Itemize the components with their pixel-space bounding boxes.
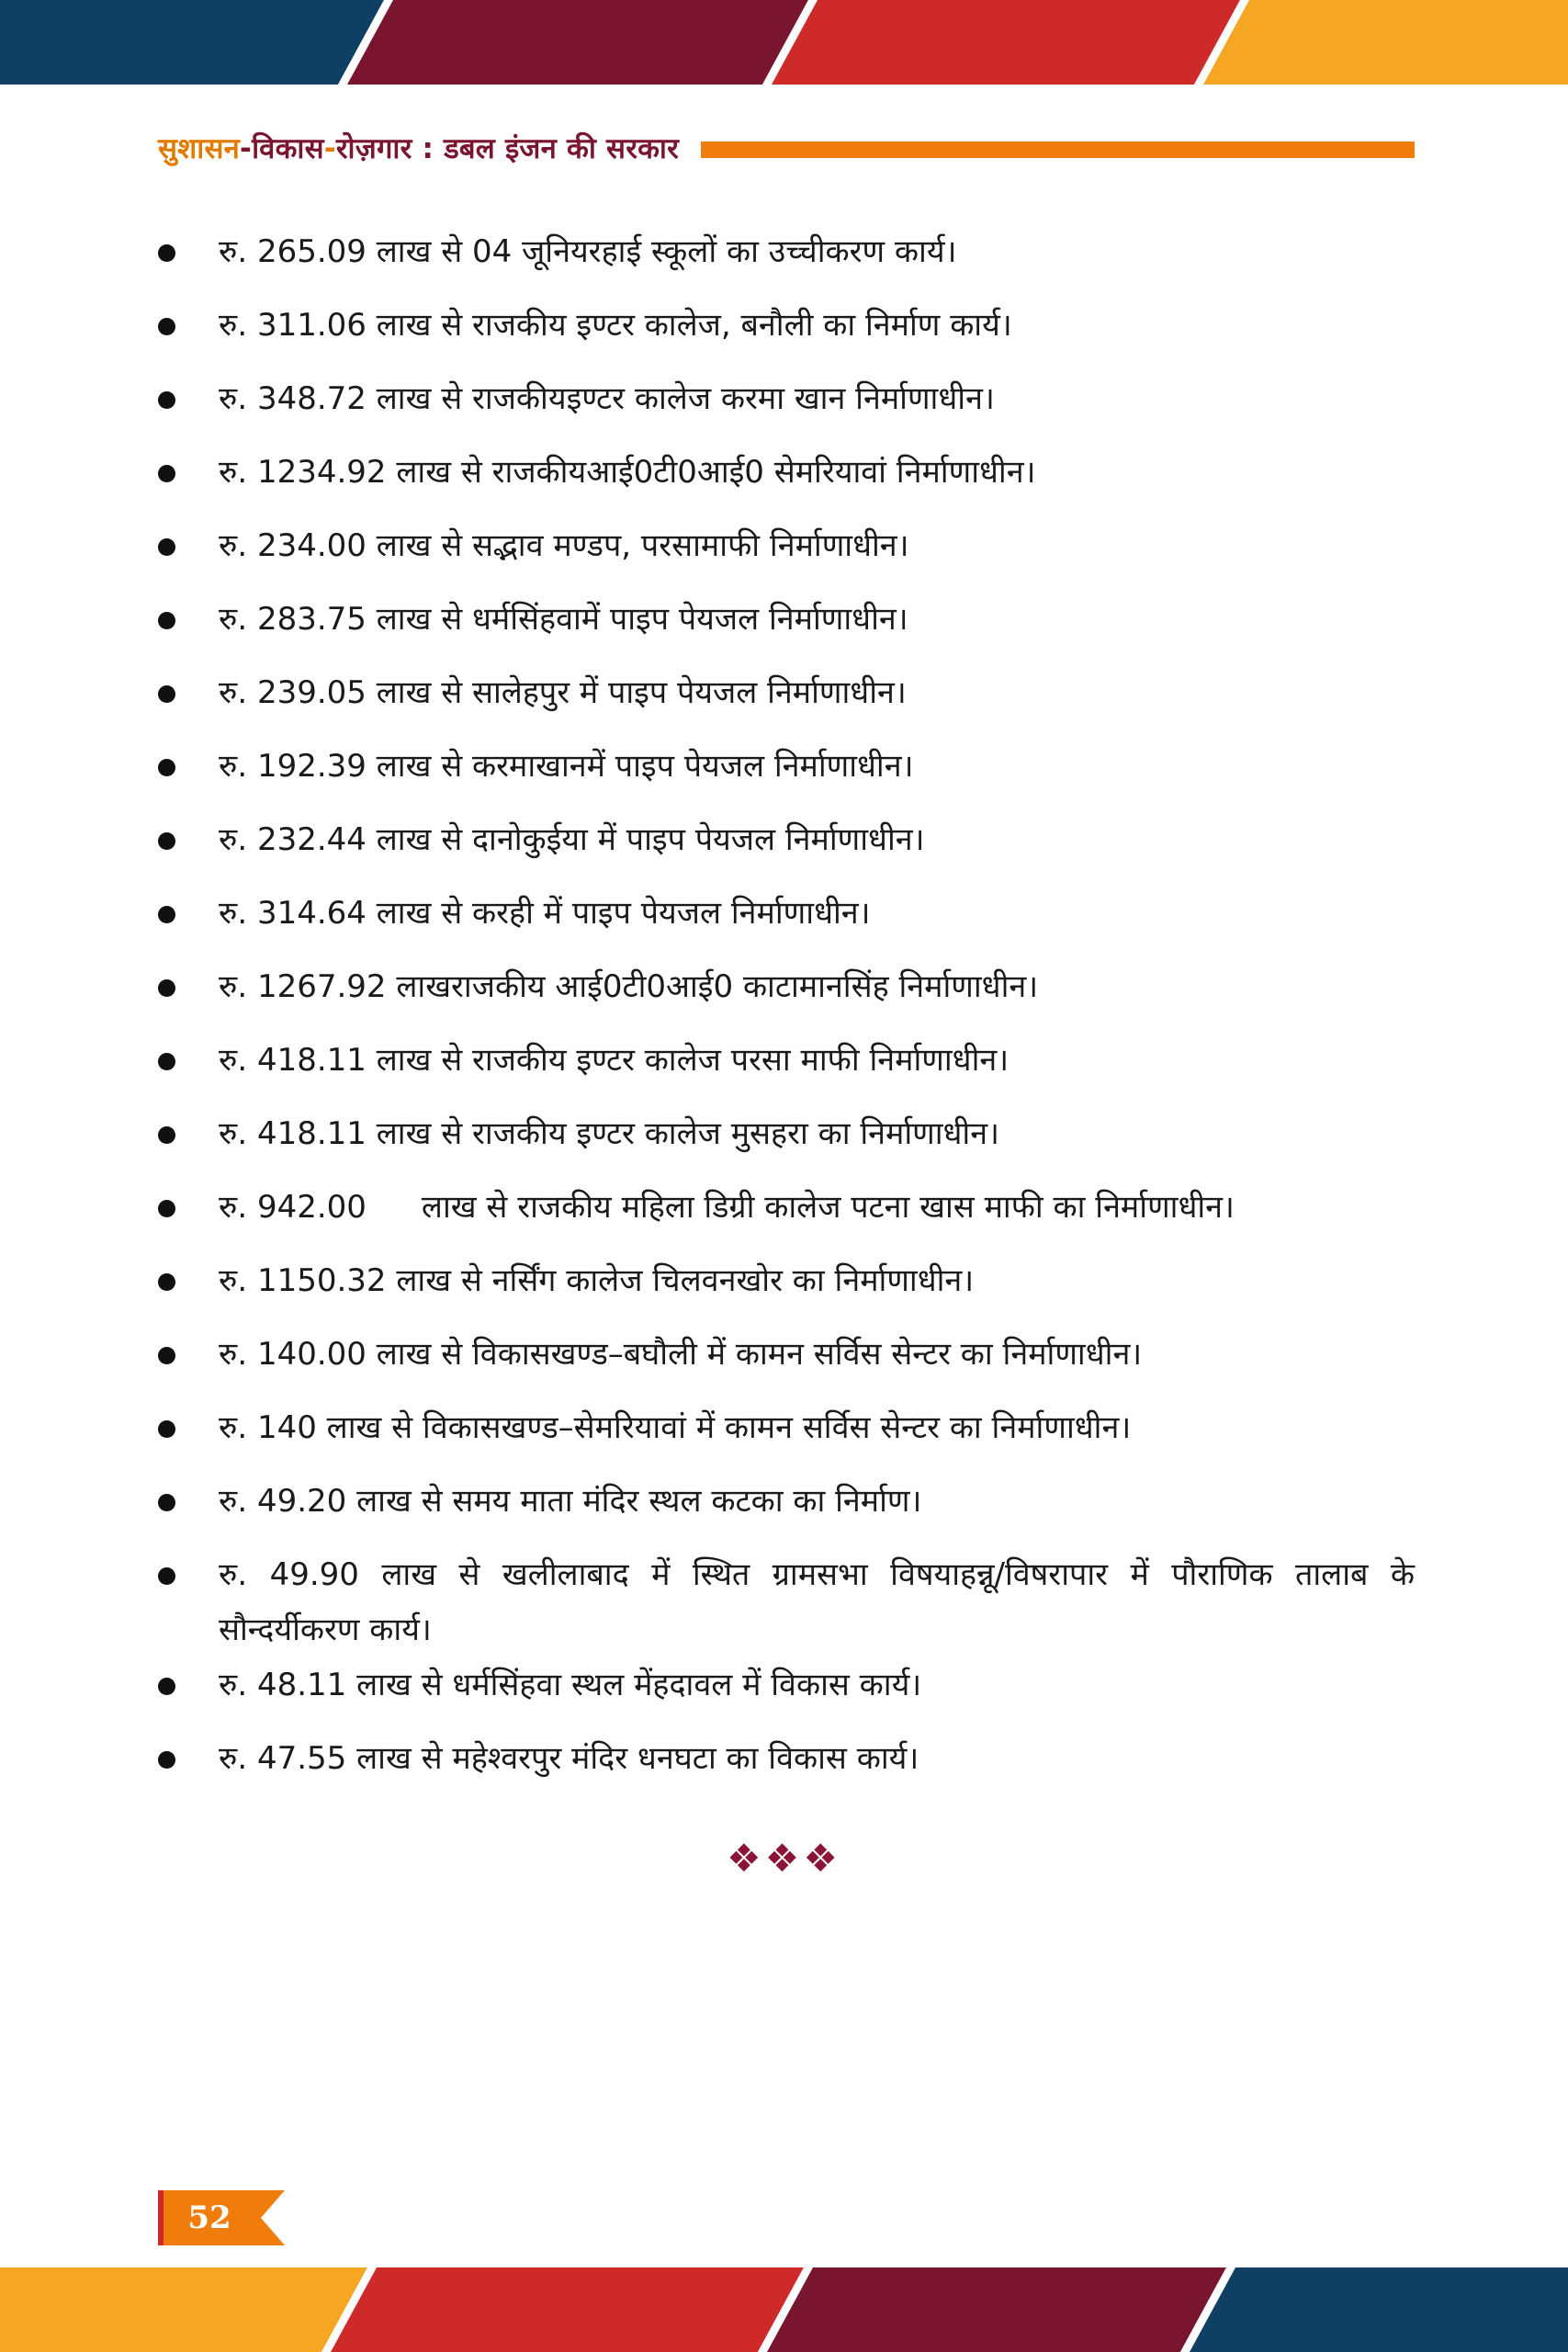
list-item: रु. 48.11 लाख से धर्मसिंहवा स्थल मेंहदावल में विकास कार्य। <box>154 1657 1415 1731</box>
list-item: रु. 265.09 लाख से 04 जूनियरहाई स्कूलों का उच्चीकरण कार्य। <box>154 224 1415 298</box>
bottom-decorative-band <box>0 2267 1568 2352</box>
list-item: रु. 283.75 लाख से धर्मसिंहवामें पाइप पेयजल निर्माणाधीन। <box>154 592 1415 665</box>
list-item: रु. 1150.32 लाख से नर्सिंग कालेज चिलवनखोर का निर्माणाधीन। <box>154 1253 1415 1327</box>
top-decorative-band <box>0 0 1568 85</box>
header-subtitle: : डबल इंजन की सरकार <box>412 132 680 165</box>
header-hyphen: - <box>323 132 336 165</box>
list-item: रु. 140.00 लाख से विकासखण्ड–बघौली में कामन सर्विस सेन्टर का निर्माणाधीन। <box>154 1327 1415 1400</box>
header-title <box>158 129 679 167</box>
list-item: रु. 140 लाख से विकासखण्ड–सेमरियावां में कामन सर्विस सेन्टर का निर्माणाधीन। <box>154 1400 1415 1474</box>
header-rule <box>701 141 1415 158</box>
list-item: रु. 47.55 लाख से महेश्वरपुर मंदिर धनघटा का विकास कार्य। <box>154 1731 1415 1804</box>
page-number-tab <box>158 2190 285 2245</box>
list-item: रु. 348.72 लाख से राजकीयइण्टर कालेज करमा खान निर्माणाधीन। <box>154 371 1415 445</box>
list-item: रु. 418.11 लाख से राजकीय इण्टर कालेज परसा माफी निर्माणाधीन। <box>154 1033 1415 1106</box>
list-item: रु. 234.00 लाख से सद्भाव मण्डप, परसामाफी निर्माणाधीन। <box>154 518 1415 592</box>
section-end-ornament: ❖❖❖ <box>727 1836 841 1881</box>
project-list <box>154 224 1415 1804</box>
list-item: रु. 1234.92 लाख से राजकीयआई0टी0आई0 सेमरियावां निर्माणाधीन। <box>154 445 1415 518</box>
list-item: रु. 239.05 लाख से सालेहपुर में पाइप पेयजल निर्माणाधीन। <box>154 665 1415 739</box>
list-item: रु. 314.64 लाख से करही में पाइप पेयजल निर्माणाधीन। <box>154 886 1415 959</box>
list-item: रु. 1267.92 लाखराजकीय आई0टी0आई0 काटामानसिंह निर्माणाधीन। <box>154 959 1415 1033</box>
header-word-vikas: विकास <box>252 132 324 165</box>
list-item: रु. 418.11 लाख से राजकीय इण्टर कालेज मुसहरा का निर्माणाधीन। <box>154 1106 1415 1180</box>
list-item: रु. 232.44 लाख से दानोकुईया में पाइप पेयजल निर्माणाधीन। <box>154 812 1415 886</box>
page-number: 52 <box>187 2199 231 2236</box>
list-item-text: लाख से राजकीय महिला डिग्री कालेज पटना खास माफी का निर्माणाधीन। <box>421 1189 1235 1226</box>
list-item <box>154 1180 1415 1253</box>
list-item: रु. 311.06 लाख से राजकीय इण्टर कालेज, बनौली का निर्माण कार्य। <box>154 298 1415 371</box>
list-item: रु. 192.39 लाख से करमाखानमें पाइप पेयजल निर्माणाधीन। <box>154 739 1415 812</box>
list-item: रु. 49.90 लाख से खलीलाबाद में स्थित ग्रामसभा विषयाहन्नू/विषरापार में पौराणिक तालाब के सौन्दर्यीकरण कार्य। <box>154 1547 1415 1657</box>
header-word-rozgar: रोज़गार <box>335 132 412 165</box>
list-item: रु. 49.20 लाख से समय माता मंदिर स्थल कटका का निर्माण। <box>154 1474 1415 1547</box>
header-word-sushasan: सुशासन <box>158 132 241 165</box>
header-hyphen: - <box>240 132 253 165</box>
running-header <box>158 127 1415 169</box>
list-item-amount: रु. 942.00 <box>219 1189 367 1226</box>
